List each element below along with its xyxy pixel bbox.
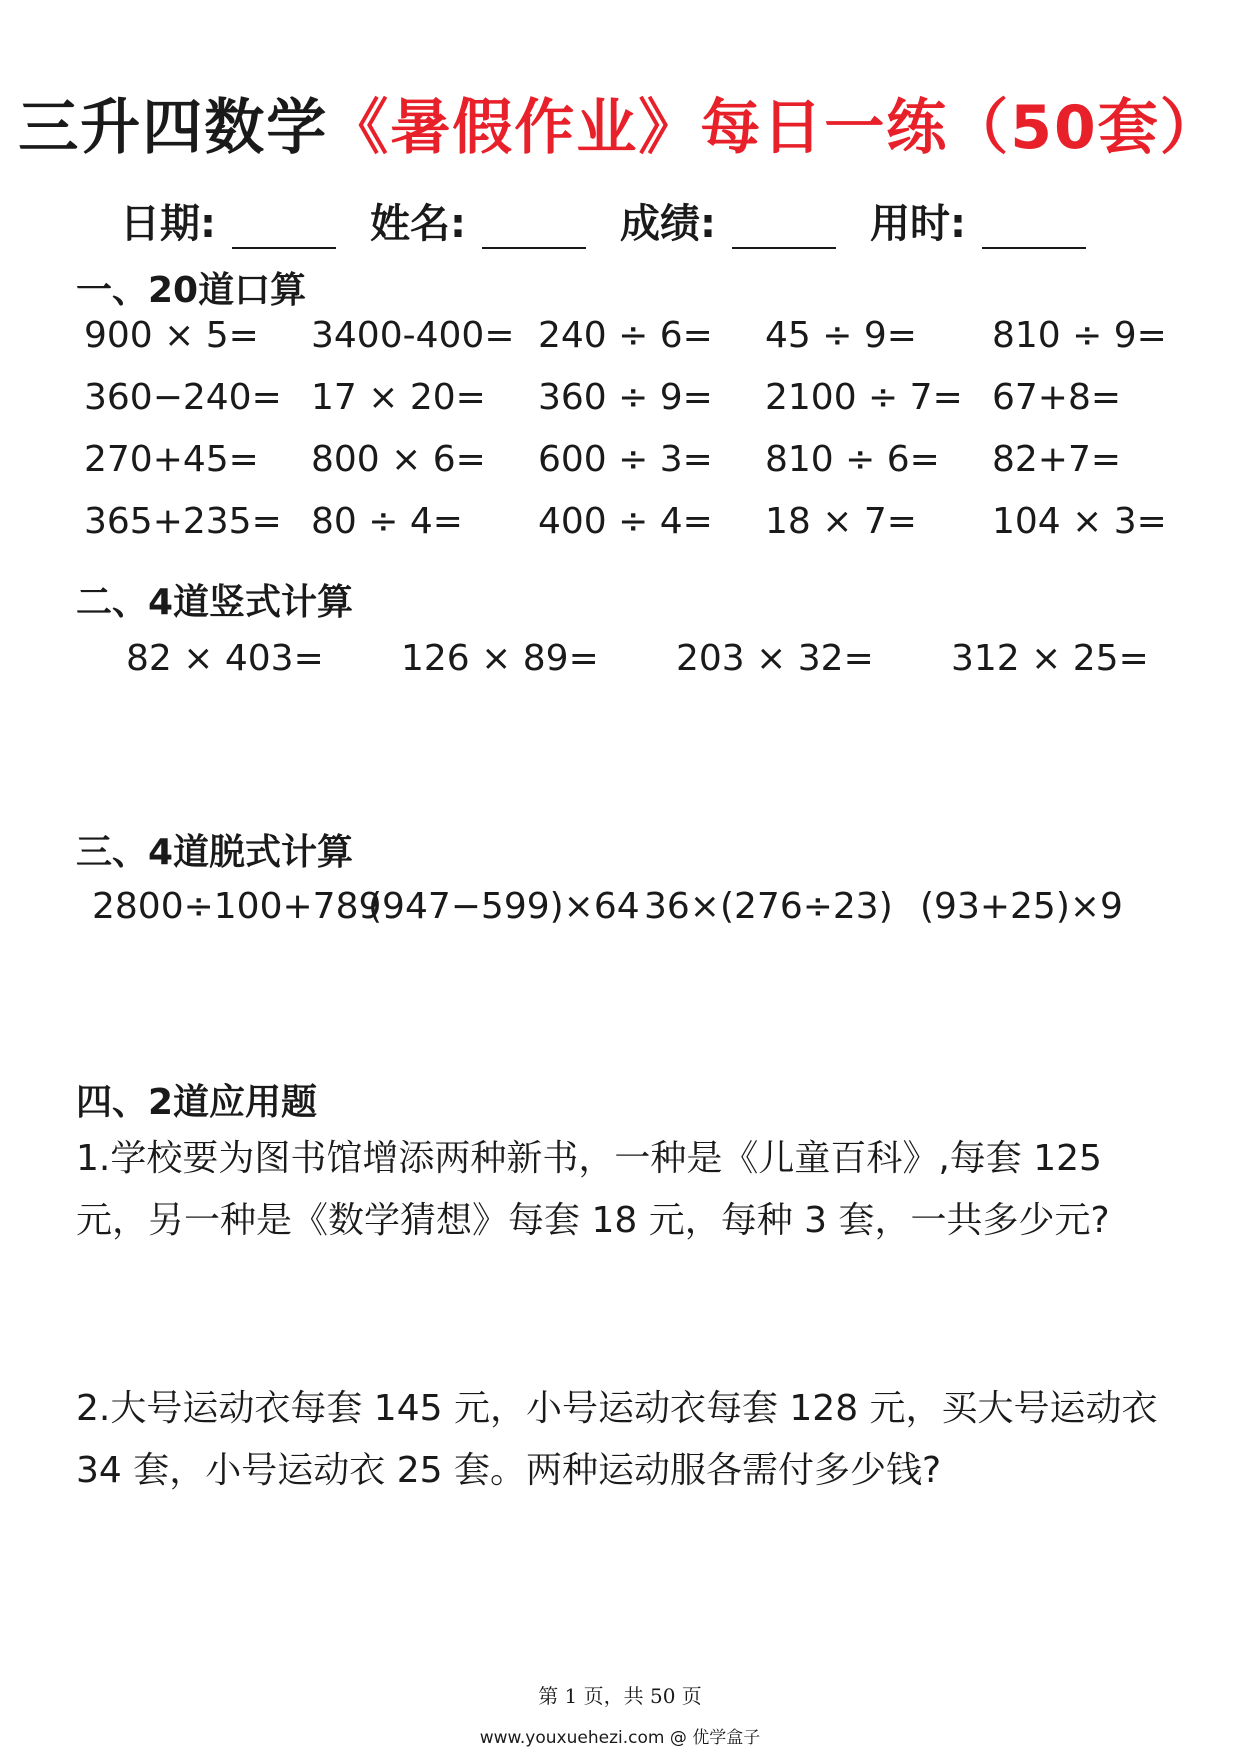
vertical-calc-item: 312 × 25= bbox=[951, 638, 1149, 679]
score-field bbox=[620, 192, 836, 249]
vertical-calc-item: 203 × 32= bbox=[676, 638, 874, 679]
mental-math-item: 82+7= bbox=[992, 439, 1122, 480]
step-calc-item: 2800÷100+789 bbox=[92, 886, 382, 927]
mental-math-item: 240 ÷ 6= bbox=[538, 315, 713, 356]
mental-math-item: 360−240= bbox=[84, 377, 282, 418]
title-grade: 三升四数学 bbox=[18, 93, 329, 163]
mental-math-item: 45 ÷ 9= bbox=[765, 315, 917, 356]
mental-math-item: 17 × 20= bbox=[311, 377, 486, 418]
mental-math-item: 360 ÷ 9= bbox=[538, 377, 713, 418]
vertical-calc-row bbox=[126, 638, 1226, 679]
time-field bbox=[870, 192, 1086, 249]
mental-math-item: 270+45= bbox=[84, 439, 259, 480]
step-calc-item: 36×(276÷23) bbox=[644, 886, 893, 927]
mental-math-item: 400 ÷ 4= bbox=[538, 501, 713, 542]
mental-math-item: 3400-400= bbox=[311, 315, 515, 356]
title-highlight: 《暑假作业》每日一练（50套） bbox=[328, 93, 1222, 163]
name-blank bbox=[482, 211, 586, 249]
mental-math-item: 810 ÷ 9= bbox=[992, 315, 1167, 356]
score-blank bbox=[732, 211, 836, 249]
time-blank bbox=[982, 211, 1086, 249]
section-step-calc-heading: 三、4道脱式计算 bbox=[76, 832, 354, 873]
word-problem-2: 2.大号运动衣每套 145 元，小号运动衣每套 128 元，买大号运动衣 34 套，小号运动衣 25 套。两种运动服各需付多少钱? bbox=[76, 1388, 1158, 1491]
student-info-row bbox=[120, 192, 1120, 249]
vertical-calc-item: 82 × 403= bbox=[126, 638, 324, 679]
mental-math-item: 2100 ÷ 7= bbox=[765, 377, 963, 418]
score-label: 成绩: bbox=[620, 201, 716, 247]
section-mental-math-heading: 一、20道口算 bbox=[76, 270, 307, 311]
date-field bbox=[120, 192, 336, 249]
mental-math-item: 800 × 6= bbox=[311, 439, 486, 480]
mental-math-grid bbox=[84, 315, 1167, 542]
mental-math-item: 80 ÷ 4= bbox=[311, 501, 463, 542]
page-number: 第 1 页，共 50 页 bbox=[538, 1684, 702, 1708]
page-title bbox=[0, 80, 1240, 166]
mental-math-item: 67+8= bbox=[992, 377, 1122, 418]
date-label: 日期: bbox=[120, 201, 216, 247]
site-watermark: www.youxuehezi.com @ 优学盒子 bbox=[479, 1728, 761, 1748]
name-field bbox=[370, 192, 586, 249]
time-label: 用时: bbox=[870, 201, 966, 247]
step-calc-row bbox=[92, 886, 1196, 927]
step-calc-item: (947−599)×64 bbox=[368, 886, 640, 927]
section-word-problems-heading: 四、2道应用题 bbox=[76, 1082, 318, 1123]
mental-math-item: 600 ÷ 3= bbox=[538, 439, 713, 480]
mental-math-item: 18 × 7= bbox=[765, 501, 917, 542]
vertical-calc-item: 126 × 89= bbox=[401, 638, 599, 679]
mental-math-item: 104 × 3= bbox=[992, 501, 1167, 542]
mental-math-item: 900 × 5= bbox=[84, 315, 259, 356]
mental-math-item: 810 ÷ 6= bbox=[765, 439, 940, 480]
step-calc-item: (93+25)×9 bbox=[920, 886, 1123, 927]
name-label: 姓名: bbox=[370, 201, 466, 247]
section-vertical-heading: 二、4道竖式计算 bbox=[76, 582, 354, 623]
date-blank bbox=[232, 211, 336, 249]
word-problem-1: 1.学校要为图书馆增添两种新书，一种是《儿童百科》,每套 125 元，另一种是《数学猜想》每套 18 元，每种 3 套，一共多少元? bbox=[76, 1138, 1110, 1241]
mental-math-item: 365+235= bbox=[84, 501, 282, 542]
